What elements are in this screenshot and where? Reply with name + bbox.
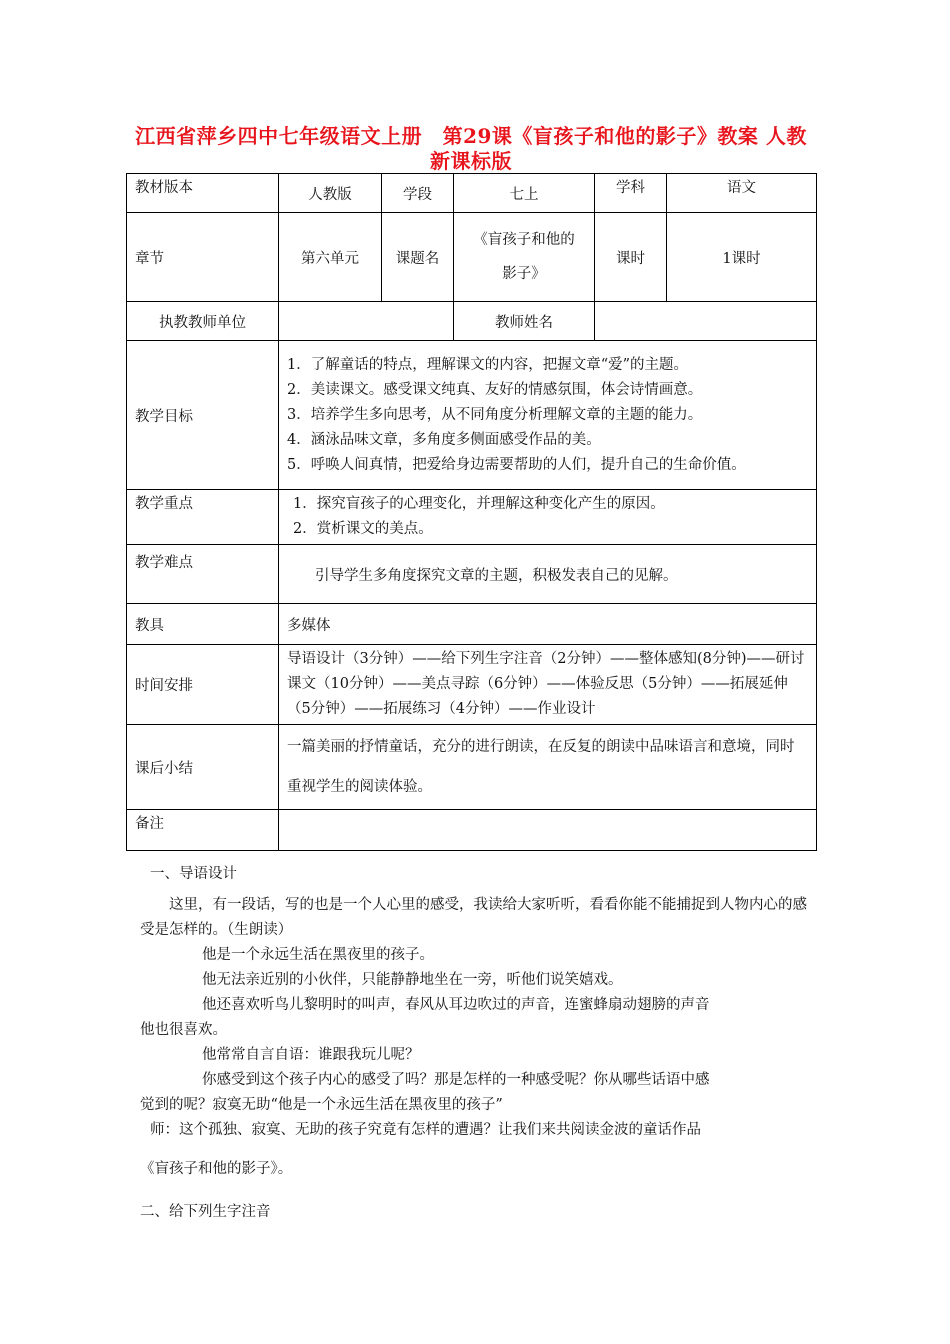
chapter-label: 章节	[127, 213, 279, 302]
summary-value: 一篇美丽的抒情童话，充分的进行朗读，在反复的朗读中品味语言和意境，同时重视学生的阅读体验。	[279, 725, 817, 810]
paragraph: 你感受到这个孩子内心的感受了吗？那是怎样的一种感受呢？你从哪些话语中感	[202, 1072, 710, 1088]
lesson-info-table	[126, 173, 817, 851]
schedule-value: 导语设计（3分钟）——给下列生字注音（2分钟）——整体感知(8分钟)——研讨课文（10分钟）——美点寻踪（6分钟）——体验反思（5分钟）——拓展延伸（5分钟）——拓展练习（4分钟）——作业设计	[279, 645, 817, 725]
table-row	[127, 213, 817, 302]
topic-label: 课题名	[382, 213, 454, 302]
document-title: 江西省萍乡四中七年级语文上册 第29课《盲孩子和他的影子》教案 人教新课标版	[135, 124, 807, 173]
goal-item: 5．呼唤人间真情，把爱给身边需要帮助的人们，提升自己的生命价值。	[287, 456, 746, 473]
goal-item: 4．涵泳品味文章，多角度多侧面感受作品的美。	[287, 431, 601, 448]
paragraph: 他无法亲近别的小伙伴，只能静静地坐在一旁，听他们说笑嬉戏。	[202, 972, 623, 988]
section-heading: 一、导语设计	[150, 866, 237, 882]
stage-value: 七上	[454, 174, 595, 213]
goals-cell	[279, 341, 817, 490]
table-row	[127, 490, 817, 545]
table-row	[127, 604, 817, 645]
notes-value	[279, 810, 817, 851]
key-points-label: 教学重点	[127, 490, 279, 545]
paragraph: 他还喜欢听鸟儿黎明时的叫声，春风从耳边吹过的声音，连蜜蜂扇动翅膀的声音	[202, 997, 710, 1013]
goal-item: 1．了解童话的特点，理解课文的内容，把握文章“爱”的主题。	[287, 356, 689, 373]
tools-label: 教具	[127, 604, 279, 645]
table-row	[127, 810, 817, 851]
difficulty-value: 引导学生多角度探究文章的主题，积极发表自己的见解。	[279, 545, 817, 604]
teacher-unit-label: 执教教师单位	[127, 302, 279, 341]
teacher-name-label: 教师姓名	[454, 302, 595, 341]
table-row	[127, 341, 817, 490]
teacher-name-value	[595, 302, 817, 341]
edition-value: 人教版	[279, 174, 382, 213]
hours-label: 课时	[595, 213, 667, 302]
table-row	[127, 174, 817, 213]
table-row	[127, 545, 817, 604]
difficulty-label: 教学难点	[127, 545, 279, 604]
edition-label: 教材版本	[127, 174, 279, 213]
goal-item: 2．美读课文。感受课文纯真、友好的情感氛围，体会诗情画意。	[287, 381, 703, 398]
paragraph: 师：这个孤独、寂寞、无助的孩子究竟有怎样的遭遇？让我们来共阅读金波的童话作品	[150, 1122, 701, 1138]
subject-label: 学科	[595, 174, 667, 213]
chapter-value: 第六单元	[279, 213, 382, 302]
paragraph: 这里，有一段话，写的也是一个人心里的感受，我读给大家听听，看看你能不能捕捉到人物内心的感受是怎样的。（生朗读）	[140, 897, 807, 938]
paragraph: 他也很喜欢。	[140, 1022, 227, 1038]
stage-label: 学段	[382, 174, 454, 213]
key-point-item: 2．赏析课文的美点。	[293, 521, 433, 537]
table-row	[127, 725, 817, 810]
lesson-body	[140, 862, 808, 1225]
key-points-cell	[279, 490, 817, 545]
schedule-label: 时间安排	[127, 645, 279, 725]
section-heading: 二、给下列生字注音	[140, 1204, 271, 1220]
paragraph: 他是一个永远生活在黑夜里的孩子。	[202, 947, 434, 963]
hours-value: 1课时	[667, 213, 817, 302]
subject-value: 语文	[667, 174, 817, 213]
tools-value: 多媒体	[279, 604, 817, 645]
paragraph: 他常常自言自语：谁跟我玩儿呢？	[202, 1047, 420, 1063]
goal-item: 3．培养学生多向思考，从不同角度分析理解文章的主题的能力。	[287, 406, 703, 423]
notes-label: 备注	[127, 810, 279, 851]
summary-label: 课后小结	[127, 725, 279, 810]
table-row	[127, 302, 817, 341]
paragraph: 觉到的呢？寂寞无助“他是一个永远生活在黑夜里的孩子”	[140, 1097, 503, 1113]
teacher-unit-value	[279, 302, 454, 341]
topic-value: 《盲孩子和他的影子》	[454, 213, 595, 302]
key-point-item: 1．探究盲孩子的心理变化，并理解这种变化产生的原因。	[293, 496, 665, 512]
table-row	[127, 645, 817, 725]
goals-label: 教学目标	[127, 341, 279, 490]
paragraph: 《盲孩子和他的影子》。	[140, 1161, 293, 1177]
